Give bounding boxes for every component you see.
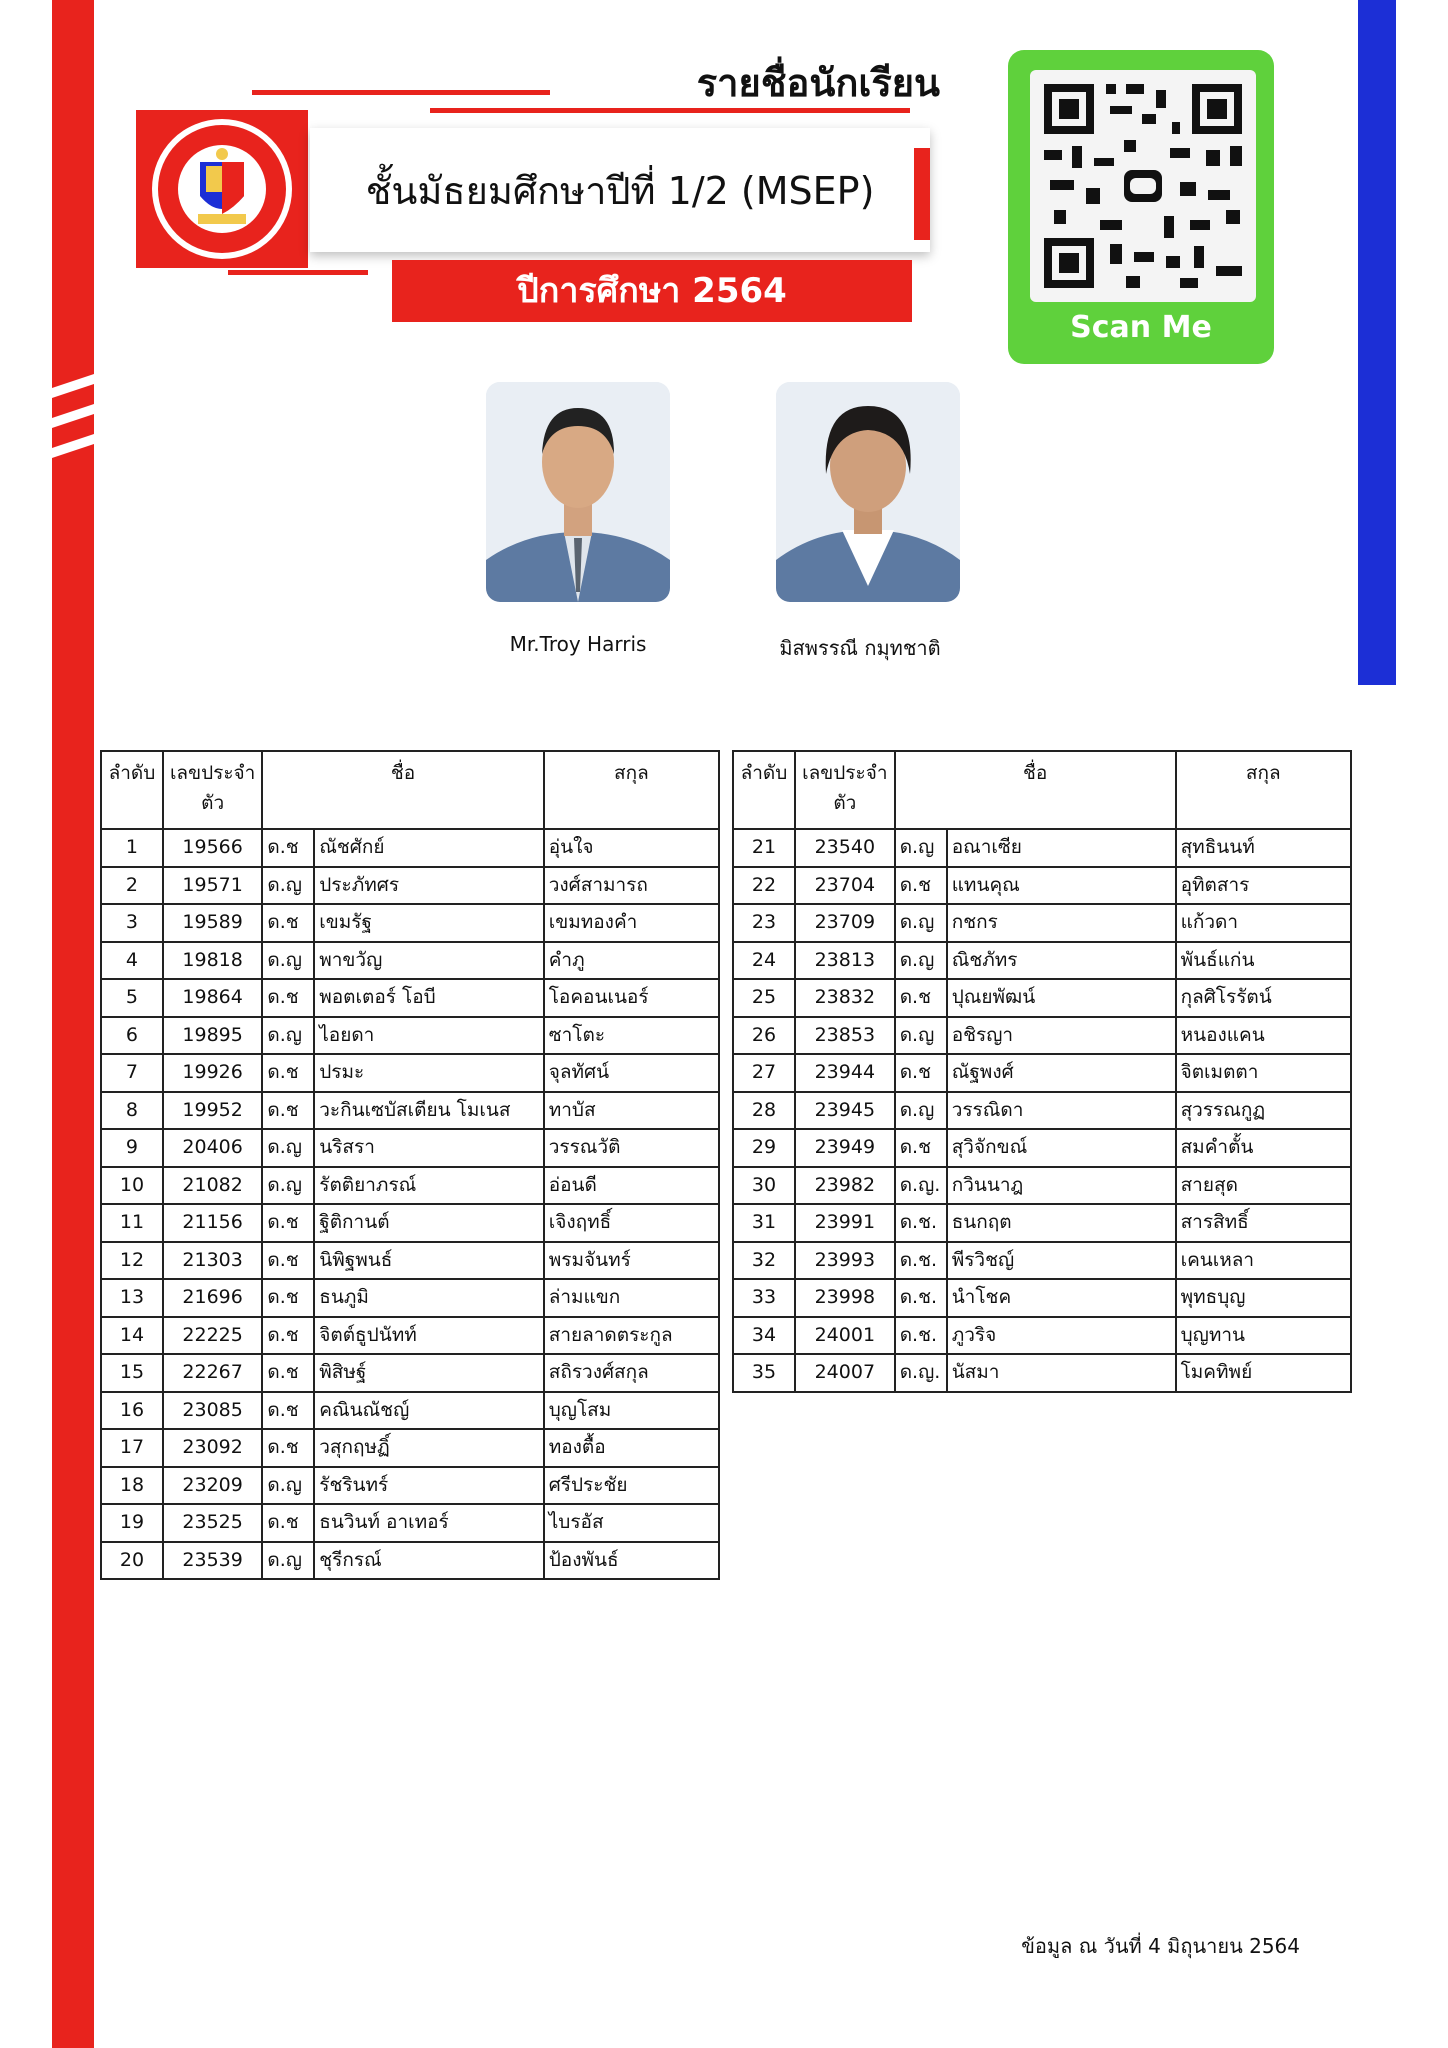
header-stripe <box>228 270 368 275</box>
cell-id: 23209 <box>163 1467 262 1505</box>
cell-last-name: กุลศิโรรัตน์ <box>1176 979 1351 1017</box>
cell-no: 34 <box>733 1317 795 1355</box>
cell-title: ด.ช <box>262 1354 314 1392</box>
cell-id: 23813 <box>795 942 895 980</box>
cell-id: 19818 <box>163 942 262 980</box>
table-row <box>101 1504 719 1542</box>
cell-last-name: ทาบัส <box>544 1092 719 1130</box>
cell-title: ด.ช <box>895 1129 947 1167</box>
cell-no: 8 <box>101 1092 163 1130</box>
cell-id: 24001 <box>795 1317 895 1355</box>
cell-no: 2 <box>101 867 163 905</box>
table-row <box>733 904 1351 942</box>
cell-id: 23982 <box>795 1167 895 1205</box>
cell-last-name: พันธ์แก่น <box>1176 942 1351 980</box>
cell-id: 23540 <box>795 829 895 867</box>
cell-last-name: อุทิตสาร <box>1176 867 1351 905</box>
cell-title: ด.ญ <box>895 1017 947 1055</box>
cell-no: 33 <box>733 1279 795 1317</box>
student-table-right <box>732 750 1352 1393</box>
cell-first-name: นิพิฐพนธ์ <box>314 1242 543 1280</box>
cell-id: 23853 <box>795 1017 895 1055</box>
cell-id: 23949 <box>795 1129 895 1167</box>
table-row <box>733 1204 1351 1242</box>
cell-first-name: ณิชภัทร <box>947 942 1176 980</box>
table-row <box>733 1279 1351 1317</box>
cell-first-name: ประภัทศร <box>314 867 543 905</box>
cell-title: ด.ญ <box>262 1167 314 1205</box>
qr-code[interactable] <box>1030 70 1256 302</box>
cell-id: 19926 <box>163 1054 262 1092</box>
table-row <box>733 1167 1351 1205</box>
cell-no: 32 <box>733 1242 795 1280</box>
table-header-row <box>733 751 1351 829</box>
cell-id: 22225 <box>163 1317 262 1355</box>
cell-no: 9 <box>101 1129 163 1167</box>
table-row <box>101 1242 719 1280</box>
cell-first-name: นริสรา <box>314 1129 543 1167</box>
table-row <box>101 1092 719 1130</box>
cell-id: 23998 <box>795 1279 895 1317</box>
cell-id: 23092 <box>163 1429 262 1467</box>
cell-first-name: ชุรีกรณ์ <box>314 1542 543 1580</box>
column-header-id: เลขประจำตัว <box>163 751 262 829</box>
cell-no: 30 <box>733 1167 795 1205</box>
table-row <box>101 1129 719 1167</box>
cell-first-name: แทนคุณ <box>947 867 1176 905</box>
cell-first-name: ภูวริจ <box>947 1317 1176 1355</box>
table-row <box>733 1092 1351 1130</box>
cell-title: ด.ช <box>262 1242 314 1280</box>
cell-no: 23 <box>733 904 795 942</box>
cell-last-name: วรรณวัติ <box>544 1129 719 1167</box>
cell-title: ด.ช <box>262 1317 314 1355</box>
teacher-portrait-icon <box>486 382 670 602</box>
table-row <box>733 1129 1351 1167</box>
cell-no: 28 <box>733 1092 795 1130</box>
column-header-first-name: ชื่อ <box>262 751 543 829</box>
cell-last-name: สถิรวงศ์สกุล <box>544 1354 719 1392</box>
cell-last-name: สารสิทธิ์ <box>1176 1204 1351 1242</box>
cell-last-name: บุญทาน <box>1176 1317 1351 1355</box>
cell-last-name: พรมจันทร์ <box>544 1242 719 1280</box>
column-header-no: ลำดับ <box>101 751 163 829</box>
cell-first-name: พอตเตอร์ โอบี <box>314 979 543 1017</box>
cell-title: ด.ช <box>262 1279 314 1317</box>
cell-no: 19 <box>101 1504 163 1542</box>
cell-id: 23991 <box>795 1204 895 1242</box>
cell-title: ด.ญ <box>895 942 947 980</box>
cell-id: 19952 <box>163 1092 262 1130</box>
school-logo <box>136 110 308 268</box>
cell-first-name: ธนวินท์ อาเทอร์ <box>314 1504 543 1542</box>
cell-no: 14 <box>101 1317 163 1355</box>
cell-title: ด.ญ <box>262 1017 314 1055</box>
teacher-photo <box>486 382 670 602</box>
table-row <box>733 829 1351 867</box>
cell-title: ด.ช <box>262 904 314 942</box>
table-row <box>101 1017 719 1055</box>
teacher-photo <box>776 382 960 602</box>
cell-first-name: กวินนาฎ <box>947 1167 1176 1205</box>
table-row <box>101 1467 719 1505</box>
cell-no: 6 <box>101 1017 163 1055</box>
cell-title: ด.ช <box>262 1092 314 1130</box>
cell-title: ด.ญ <box>262 1542 314 1580</box>
cell-last-name: อ่อนดี <box>544 1167 719 1205</box>
cell-title: ด.ญ. <box>895 1167 947 1205</box>
table-row <box>101 1542 719 1580</box>
cell-first-name: ธนภูมิ <box>314 1279 543 1317</box>
column-header-last-name: สกุล <box>1176 751 1351 829</box>
cell-last-name: ศรีประชัย <box>544 1467 719 1505</box>
teacher-name: มิสพรรณี กมุทชาติ <box>779 636 941 660</box>
cell-title: ด.ญ <box>262 942 314 980</box>
cell-last-name: โมคทิพย์ <box>1176 1354 1351 1392</box>
cell-title: ด.ช. <box>895 1317 947 1355</box>
cell-last-name: สุวรรณกูฏ <box>1176 1092 1351 1130</box>
cell-no: 35 <box>733 1354 795 1392</box>
cell-last-name: สมคำตั้น <box>1176 1129 1351 1167</box>
cell-id: 23832 <box>795 979 895 1017</box>
cell-first-name: รัชรินทร์ <box>314 1467 543 1505</box>
cell-no: 5 <box>101 979 163 1017</box>
table-row <box>733 1317 1351 1355</box>
cell-no: 1 <box>101 829 163 867</box>
cell-title: ด.ช. <box>895 1204 947 1242</box>
cell-last-name: บุญโสม <box>544 1392 719 1430</box>
cell-last-name: ทองตื้อ <box>544 1429 719 1467</box>
cell-no: 7 <box>101 1054 163 1092</box>
cell-first-name: สุวิจักขณ์ <box>947 1129 1176 1167</box>
cell-no: 21 <box>733 829 795 867</box>
cell-title: ด.ญ <box>895 829 947 867</box>
cell-last-name: เขมทองคำ <box>544 904 719 942</box>
qr-caption: Scan Me <box>1070 310 1212 345</box>
cell-title: ด.ช <box>262 1054 314 1092</box>
cell-first-name: ปรมะ <box>314 1054 543 1092</box>
cell-no: 20 <box>101 1542 163 1580</box>
table-row <box>733 1242 1351 1280</box>
cell-title: ด.ช <box>895 1054 947 1092</box>
table-row <box>101 1317 719 1355</box>
teacher-portrait-icon <box>776 382 960 602</box>
table-row <box>101 1167 719 1205</box>
table-header-row <box>101 751 719 829</box>
table-row <box>733 1054 1351 1092</box>
cell-first-name: พีรวิชญ์ <box>947 1242 1176 1280</box>
table-row <box>733 1017 1351 1055</box>
table-row <box>733 979 1351 1017</box>
table-row <box>101 1204 719 1242</box>
cell-title: ด.ช <box>262 1429 314 1467</box>
cell-first-name: ไอยดา <box>314 1017 543 1055</box>
cell-last-name: ป้องพันธ์ <box>544 1542 719 1580</box>
table-row <box>101 942 719 980</box>
table-row <box>101 1392 719 1430</box>
cell-no: 10 <box>101 1167 163 1205</box>
cell-id: 23085 <box>163 1392 262 1430</box>
cell-title: ด.ช <box>262 1392 314 1430</box>
cell-title: ด.ญ <box>262 867 314 905</box>
table-row <box>101 829 719 867</box>
cell-first-name: อณาเซีย <box>947 829 1176 867</box>
cell-last-name: เคนเหลา <box>1176 1242 1351 1280</box>
cell-title: ด.ช <box>262 829 314 867</box>
cell-id: 24007 <box>795 1354 895 1392</box>
cell-id: 23525 <box>163 1504 262 1542</box>
cell-no: 11 <box>101 1204 163 1242</box>
cell-id: 23539 <box>163 1542 262 1580</box>
cell-title: ด.ญ. <box>895 1354 947 1392</box>
left-stripe-pattern <box>52 370 94 480</box>
cell-id: 19864 <box>163 979 262 1017</box>
cell-no: 18 <box>101 1467 163 1505</box>
cell-no: 22 <box>733 867 795 905</box>
class-title: ชั้นมัธยมศึกษาปีที่ 1/2 (MSEP) <box>365 169 875 213</box>
cell-first-name: คณินณัชญ์ <box>314 1392 543 1430</box>
cell-no: 26 <box>733 1017 795 1055</box>
cell-id: 21156 <box>163 1204 262 1242</box>
cell-id: 22267 <box>163 1354 262 1392</box>
page-title: รายชื่อนักเรียน <box>696 61 940 105</box>
cell-no: 13 <box>101 1279 163 1317</box>
cell-first-name: รัตติยาภรณ์ <box>314 1167 543 1205</box>
table-row <box>733 1354 1351 1392</box>
header-stripe <box>252 90 550 95</box>
cell-id: 23944 <box>795 1054 895 1092</box>
table-row <box>101 1429 719 1467</box>
cell-id: 23704 <box>795 867 895 905</box>
cell-title: ด.ญ <box>895 904 947 942</box>
cell-id: 19895 <box>163 1017 262 1055</box>
cell-title: ด.ญ <box>262 1129 314 1167</box>
cell-last-name: จุลทัศน์ <box>544 1054 719 1092</box>
data-date-note: ข้อมูล ณ วันที่ 4 มิถุนายน 2564 <box>1021 1934 1300 1958</box>
cell-first-name: ฐิติกานต์ <box>314 1204 543 1242</box>
cell-no: 29 <box>733 1129 795 1167</box>
cell-id: 19566 <box>163 829 262 867</box>
cell-title: ด.ช <box>262 1504 314 1542</box>
cell-id: 21696 <box>163 1279 262 1317</box>
cell-title: ด.ช. <box>895 1242 947 1280</box>
cell-no: 24 <box>733 942 795 980</box>
cell-no: 12 <box>101 1242 163 1280</box>
cell-no: 27 <box>733 1054 795 1092</box>
cell-first-name: ปุณยพัฒน์ <box>947 979 1176 1017</box>
cell-last-name: ซาโตะ <box>544 1017 719 1055</box>
cell-first-name: นัสมา <box>947 1354 1176 1392</box>
cell-title: ด.ญ <box>262 1467 314 1505</box>
left-red-bar <box>52 0 94 2048</box>
cell-id: 19571 <box>163 867 262 905</box>
cell-id: 20406 <box>163 1129 262 1167</box>
cell-id: 21082 <box>163 1167 262 1205</box>
cell-title: ด.ญ <box>895 1092 947 1130</box>
table-row <box>733 942 1351 980</box>
cell-first-name: เขมรัฐ <box>314 904 543 942</box>
cell-first-name: ธนกฤต <box>947 1204 1176 1242</box>
cell-first-name: กชกร <box>947 904 1176 942</box>
cell-first-name: ณัชศักย์ <box>314 829 543 867</box>
cell-first-name: ณัฐพงศ์ <box>947 1054 1176 1092</box>
cell-last-name: ไบรอัส <box>544 1504 719 1542</box>
cell-id: 23945 <box>795 1092 895 1130</box>
student-table-left <box>100 750 720 1580</box>
cell-title: ด.ช <box>262 1204 314 1242</box>
cell-title: ด.ช <box>262 979 314 1017</box>
cell-no: 16 <box>101 1392 163 1430</box>
cell-title: ด.ช <box>895 979 947 1017</box>
cell-last-name: โอคอนเนอร์ <box>544 979 719 1017</box>
right-blue-bar <box>1358 0 1396 685</box>
cell-first-name: จิตต์ธูปนัทท์ <box>314 1317 543 1355</box>
cell-last-name: หนองแคน <box>1176 1017 1351 1055</box>
cell-no: 4 <box>101 942 163 980</box>
cell-no: 17 <box>101 1429 163 1467</box>
cell-first-name: พิสิษฐ์ <box>314 1354 543 1392</box>
cell-id: 19589 <box>163 904 262 942</box>
academic-year-banner: ปีการศึกษา 2564 <box>392 260 912 322</box>
cell-last-name: แก้วดา <box>1176 904 1351 942</box>
column-header-first-name: ชื่อ <box>895 751 1176 829</box>
cell-first-name: นำโชค <box>947 1279 1176 1317</box>
table-row <box>101 1279 719 1317</box>
table-row <box>101 1054 719 1092</box>
column-header-id: เลขประจำตัว <box>795 751 895 829</box>
cell-last-name: วงศ์สามารถ <box>544 867 719 905</box>
cell-title: ด.ช <box>895 867 947 905</box>
table-row <box>101 1354 719 1392</box>
qr-code-icon <box>1030 70 1256 302</box>
teacher-name: Mr.Troy Harris <box>509 632 647 656</box>
cell-first-name: พาขวัญ <box>314 942 543 980</box>
cell-last-name: พุทธบุญ <box>1176 1279 1351 1317</box>
cell-last-name: ล่ามแขก <box>544 1279 719 1317</box>
cell-first-name: อชิรญา <box>947 1017 1176 1055</box>
cell-no: 25 <box>733 979 795 1017</box>
cell-no: 31 <box>733 1204 795 1242</box>
cell-last-name: เจิงฤทธิ์ <box>544 1204 719 1242</box>
cell-last-name: สุทธินนท์ <box>1176 829 1351 867</box>
school-seal-icon <box>136 110 308 268</box>
table-row <box>101 904 719 942</box>
cell-first-name: วสุกฤษฏิ์ <box>314 1429 543 1467</box>
cell-last-name: จิตเมตตา <box>1176 1054 1351 1092</box>
table-row <box>733 867 1351 905</box>
column-header-no: ลำดับ <box>733 751 795 829</box>
cell-id: 23709 <box>795 904 895 942</box>
cell-first-name: วะกินเซบัสเตียน โมเนส <box>314 1092 543 1130</box>
cell-last-name: สายสุด <box>1176 1167 1351 1205</box>
class-panel-accent <box>914 148 930 240</box>
cell-last-name: อุ่นใจ <box>544 829 719 867</box>
cell-title: ด.ช. <box>895 1279 947 1317</box>
column-header-last-name: สกุล <box>544 751 719 829</box>
cell-no: 3 <box>101 904 163 942</box>
cell-last-name: คำภู <box>544 942 719 980</box>
cell-no: 15 <box>101 1354 163 1392</box>
cell-first-name: วรรณิดา <box>947 1092 1176 1130</box>
table-row <box>101 979 719 1017</box>
cell-id: 21303 <box>163 1242 262 1280</box>
cell-last-name: สายลาดตระกูล <box>544 1317 719 1355</box>
cell-id: 23993 <box>795 1242 895 1280</box>
table-row <box>101 867 719 905</box>
